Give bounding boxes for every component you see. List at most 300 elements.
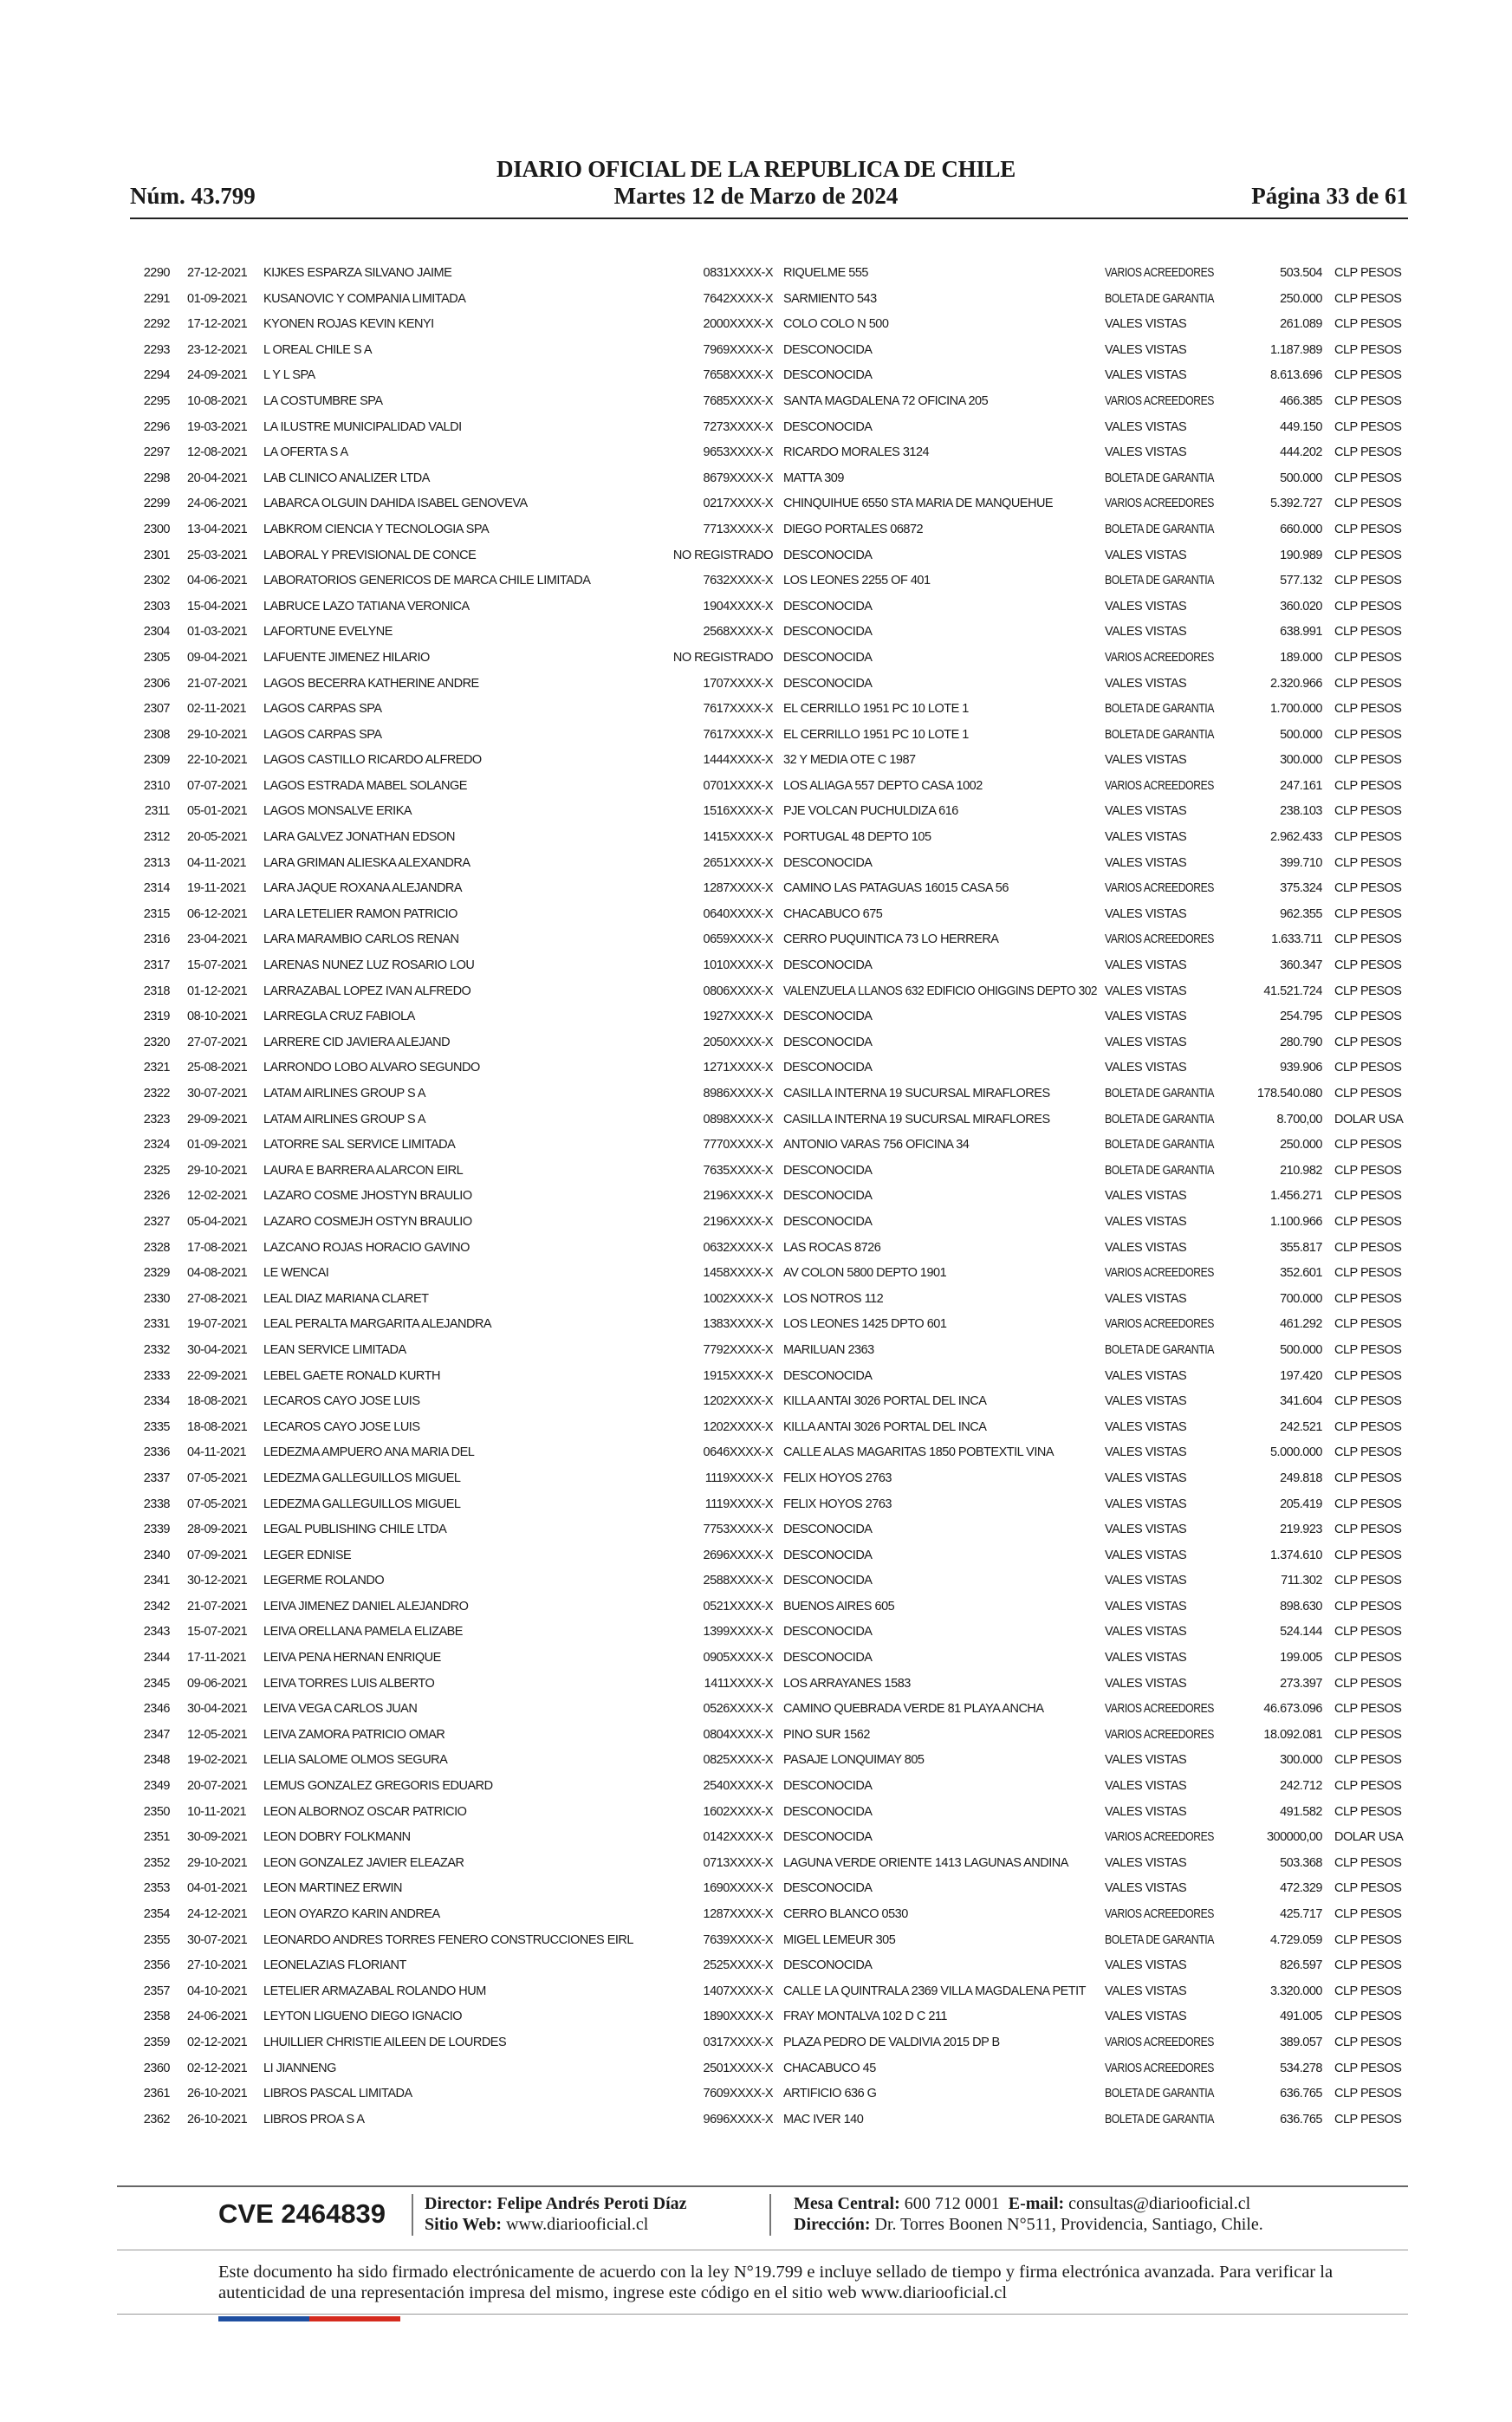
row-type: BOLETA DE GARANTIA	[1105, 2087, 1215, 2101]
row-rut: 0640XXXX-X	[703, 906, 773, 921]
row-amount: 300.000	[1280, 753, 1322, 768]
row-rut: 7792XXXX-X	[703, 1342, 773, 1357]
row-currency: CLP PESOS	[1334, 676, 1402, 691]
row-type: VALES VISTAS	[1105, 984, 1187, 998]
row-amount: 8.700,00	[1276, 1112, 1322, 1127]
row-type: BOLETA DE GARANTIA	[1105, 1163, 1215, 1178]
table-row	[0, 1672, 1512, 1698]
row-address: DESCONOCIDA	[783, 1061, 873, 1075]
row-amount: 4.729.059	[1269, 1932, 1322, 1947]
row-rut: 0659XXXX-X	[703, 932, 773, 947]
row-amount: 178.540.080	[1256, 1087, 1322, 1101]
row-rut: 1411XXXX-X	[704, 1676, 773, 1691]
row-name: LARREGLA CRUZ FABIOLA	[263, 1010, 415, 1024]
row-currency: CLP PESOS	[1334, 2087, 1402, 2101]
row-address: MARILUAN 2363	[783, 1342, 874, 1357]
table-row	[0, 1030, 1512, 1056]
row-type: VARIOS ACREEDORES	[1105, 497, 1214, 511]
row-address: DESCONOCIDA	[783, 1163, 873, 1178]
website-link[interactable]: www.diariooficial.cl	[506, 2215, 649, 2234]
row-type: BOLETA DE GARANTIA	[1105, 1138, 1215, 1153]
row-address: DESCONOCIDA	[783, 1214, 873, 1229]
table-row	[0, 748, 1512, 774]
row-type: VALES VISTAS	[1105, 1855, 1187, 1870]
row-amount: 449.150	[1280, 419, 1322, 434]
row-address: FRAY MONTALVA 102 D C 211	[783, 2010, 947, 2024]
row-rut: 1383XXXX-X	[703, 1317, 773, 1332]
row-rut: 2196XXXX-X	[703, 1214, 773, 1229]
row-rut: 2568XXXX-X	[703, 625, 773, 640]
row-date: 19-02-2021	[187, 1753, 248, 1768]
row-name: LEDEZMA AMPUERO ANA MARIA DEL	[263, 1445, 475, 1460]
row-name: LARRERE CID JAVIERA ALEJAND	[263, 1035, 451, 1049]
row-address: DESCONOCIDA	[783, 855, 873, 870]
row-currency: CLP PESOS	[1334, 1779, 1402, 1794]
row-currency: CLP PESOS	[1334, 2061, 1402, 2075]
row-number: 2341	[143, 1574, 170, 1588]
row-currency: CLP PESOS	[1334, 1291, 1402, 1306]
row-number: 2298	[143, 471, 170, 485]
row-currency: CLP PESOS	[1334, 881, 1402, 896]
row-address: DESCONOCIDA	[783, 342, 873, 357]
table-row	[0, 1415, 1512, 1441]
row-rut: 0142XXXX-X	[703, 1830, 773, 1845]
row-name: LEON DOBRY FOLKMANN	[263, 1830, 411, 1845]
row-address: MATTA 309	[783, 471, 844, 485]
row-name: LEGAL PUBLISHING CHILE LTDA	[263, 1523, 447, 1537]
row-amount: 534.278	[1280, 2061, 1322, 2075]
row-name: L Y L SPA	[263, 368, 315, 383]
row-name: LABORAL Y PREVISIONAL DE CONCE	[263, 548, 477, 562]
table-row	[0, 1774, 1512, 1800]
newspaper-title: DIARIO OFICIAL DE LA REPUBLICA DE CHILE	[496, 156, 1016, 182]
row-type: VALES VISTAS	[1105, 1779, 1187, 1794]
website-label: Sitio Web:	[425, 2215, 503, 2234]
row-name: LEAL DIAZ MARIANA CLARET	[263, 1291, 429, 1306]
row-type: VARIOS ACREEDORES	[1105, 2035, 1214, 2049]
row-rut: 7685XXXX-X	[703, 393, 773, 408]
row-name: LIBROS PASCAL LIMITADA	[263, 2087, 412, 2101]
row-type: VALES VISTAS	[1105, 1240, 1187, 1255]
row-rut: 7658XXXX-X	[703, 368, 773, 383]
row-amount: 1.187.989	[1269, 342, 1322, 357]
table-row	[0, 338, 1512, 364]
row-date: 02-12-2021	[187, 2035, 248, 2049]
row-amount: 1.374.610	[1269, 1548, 1322, 1562]
row-currency: CLP PESOS	[1334, 1984, 1402, 1998]
row-address: SANTA MAGDALENA 72 OFICINA 205	[783, 393, 989, 408]
row-currency: CLP PESOS	[1334, 1163, 1402, 1178]
row-date: 07-05-2021	[187, 1471, 248, 1485]
row-amount: 1.633.711	[1271, 932, 1322, 947]
row-address: DESCONOCIDA	[783, 1010, 873, 1024]
row-name: LA ILUSTRE MUNICIPALIDAD VALDI	[263, 419, 462, 434]
row-currency: CLP PESOS	[1334, 548, 1402, 562]
row-rut: 9653XXXX-X	[703, 445, 773, 460]
row-currency: CLP PESOS	[1334, 1804, 1402, 1819]
row-address: DESCONOCIDA	[783, 1625, 873, 1640]
row-name: LEON GONZALEZ JAVIER ELEAZAR	[263, 1855, 464, 1870]
row-number: 2310	[143, 778, 170, 793]
row-number: 2353	[143, 1881, 170, 1896]
row-currency: CLP PESOS	[1334, 599, 1402, 614]
table-row	[0, 723, 1512, 749]
row-currency: CLP PESOS	[1334, 1651, 1402, 1666]
row-address: PORTUGAL 48 DEPTO 105	[783, 830, 931, 845]
row-number: 2355	[143, 1932, 170, 1947]
row-date: 27-12-2021	[187, 266, 248, 280]
row-date: 15-04-2021	[187, 599, 248, 614]
row-number: 2314	[143, 881, 170, 896]
row-rut: 0806XXXX-X	[703, 984, 773, 998]
row-rut: 0898XXXX-X	[703, 1112, 773, 1127]
row-number: 2359	[143, 2035, 170, 2049]
row-currency: CLP PESOS	[1334, 1368, 1402, 1383]
table-row	[0, 1723, 1512, 1749]
row-date: 23-04-2021	[187, 932, 248, 947]
row-address: 32 Y MEDIA OTE C 1987	[783, 753, 916, 768]
row-type: VALES VISTAS	[1105, 368, 1187, 383]
row-amount: 360.347	[1280, 958, 1322, 973]
row-number: 2333	[143, 1368, 170, 1383]
row-currency: CLP PESOS	[1334, 266, 1402, 280]
row-address: DESCONOCIDA	[783, 548, 873, 562]
row-rut: 1287XXXX-X	[703, 881, 773, 896]
row-currency: CLP PESOS	[1334, 804, 1402, 819]
row-rut: 1602XXXX-X	[703, 1804, 773, 1819]
table-row	[0, 1184, 1512, 1210]
row-date: 07-07-2021	[187, 778, 248, 793]
row-rut: 9696XXXX-X	[703, 2112, 773, 2127]
row-currency: CLP PESOS	[1334, 1419, 1402, 1434]
row-rut: 2501XXXX-X	[703, 2061, 773, 2075]
row-name: KYONEN ROJAS KEVIN KENYI	[263, 317, 434, 332]
row-amount: 399.710	[1280, 855, 1322, 870]
table-row	[0, 1979, 1512, 2005]
row-amount: 491.582	[1280, 1804, 1322, 1819]
row-amount: 577.132	[1280, 574, 1322, 588]
table-row	[0, 543, 1512, 569]
row-address: LOS NOTROS 112	[783, 1291, 884, 1306]
row-type: VALES VISTAS	[1105, 1984, 1187, 1998]
row-amount: 638.991	[1280, 625, 1322, 640]
row-rut: 7632XXXX-X	[703, 574, 773, 588]
row-name: LEONARDO ANDRES TORRES FENERO CONSTRUCCIONES EIRL	[263, 1932, 633, 1947]
row-rut: 0317XXXX-X	[703, 2035, 773, 2049]
row-amount: 3.320.000	[1269, 1984, 1322, 1998]
table-row	[0, 1851, 1512, 1877]
row-date: 12-08-2021	[187, 445, 248, 460]
row-name: LEDEZMA GALLEGUILLOS MIGUEL	[263, 1471, 461, 1485]
row-date: 01-03-2021	[187, 625, 248, 640]
row-number: 2351	[143, 1830, 170, 1845]
row-type: VALES VISTAS	[1105, 1804, 1187, 1819]
row-currency: CLP PESOS	[1334, 1958, 1402, 1973]
row-type: BOLETA DE GARANTIA	[1105, 2112, 1215, 2127]
row-name: LEBEL GAETE RONALD KURTH	[263, 1368, 440, 1383]
row-date: 05-01-2021	[187, 804, 248, 819]
row-rut: 1690XXXX-X	[703, 1881, 773, 1896]
row-amount: 250.000	[1280, 1138, 1322, 1153]
row-amount: 1.456.271	[1269, 1189, 1322, 1204]
row-address: CALLE ALAS MAGARITAS 1850 POBTEXTIL VINA	[783, 1445, 1055, 1460]
row-currency: CLP PESOS	[1334, 1625, 1402, 1640]
row-number: 2338	[143, 1497, 170, 1511]
row-amount: 247.161	[1280, 778, 1322, 793]
row-currency: CLP PESOS	[1334, 1471, 1402, 1485]
row-name: LETELIER ARMAZABAL ROLANDO HUM	[263, 1984, 486, 1998]
row-currency: CLP PESOS	[1334, 702, 1402, 717]
row-name: LEIVA JIMENEZ DANIEL ALEJANDRO	[263, 1599, 469, 1614]
page-indicator: Página 33 de 61	[1251, 183, 1408, 209]
row-address: CHACABUCO 675	[783, 906, 883, 921]
row-name: LEONELAZIAS FLORIANT	[263, 1958, 406, 1973]
row-date: 25-08-2021	[187, 1061, 248, 1075]
row-date: 12-02-2021	[187, 1189, 248, 1204]
row-number: 2308	[143, 727, 170, 742]
row-type: BOLETA DE GARANTIA	[1105, 727, 1215, 742]
row-name: LABKROM CIENCIA Y TECNOLOGIA SPA	[263, 522, 490, 536]
contact-line	[794, 2194, 1250, 2214]
row-date: 22-09-2021	[187, 1368, 248, 1383]
row-address: DESCONOCIDA	[783, 625, 873, 640]
row-type: BOLETA DE GARANTIA	[1105, 574, 1215, 588]
row-currency: CLP PESOS	[1334, 958, 1402, 973]
row-type: BOLETA DE GARANTIA	[1105, 291, 1215, 306]
table-row	[0, 1928, 1512, 1954]
row-rut: 2651XXXX-X	[703, 855, 773, 870]
row-rut: 7642XXXX-X	[703, 291, 773, 306]
row-currency: CLP PESOS	[1334, 471, 1402, 485]
row-type: VALES VISTAS	[1105, 1881, 1187, 1896]
row-rut: 0825XXXX-X	[703, 1753, 773, 1768]
row-number: 2320	[143, 1035, 170, 1049]
row-type: VALES VISTAS	[1105, 419, 1187, 434]
row-currency: CLP PESOS	[1334, 1010, 1402, 1024]
table-row	[0, 1055, 1512, 1081]
row-date: 10-11-2021	[187, 1804, 247, 1819]
row-number: 2335	[143, 1419, 170, 1434]
row-currency: CLP PESOS	[1334, 1497, 1402, 1511]
row-name: LEIVA TORRES LUIS ALBERTO	[263, 1676, 435, 1691]
row-currency: CLP PESOS	[1334, 1035, 1402, 1049]
row-amount: 500.000	[1280, 471, 1322, 485]
row-address: LAGUNA VERDE ORIENTE 1413 LAGUNAS ANDINA	[783, 1855, 1068, 1870]
row-number: 2337	[143, 1471, 170, 1485]
row-rut: 1890XXXX-X	[703, 2010, 773, 2024]
row-name: LAZARO COSME JHOSTYN BRAULIO	[263, 1189, 472, 1204]
table-row	[0, 1800, 1512, 1826]
row-amount: 500.000	[1280, 1342, 1322, 1357]
row-currency: CLP PESOS	[1334, 522, 1402, 536]
row-amount: 826.597	[1280, 1958, 1322, 1973]
address-value: Dr. Torres Boonen N°511, Providencia, Santiago, Chile.	[874, 2215, 1263, 2234]
row-date: 20-04-2021	[187, 471, 248, 485]
row-amount: 1.700.000	[1269, 702, 1322, 717]
row-type: VALES VISTAS	[1105, 1625, 1187, 1640]
row-rut: 0217XXXX-X	[703, 497, 773, 511]
address-line	[794, 2215, 1263, 2235]
row-date: 06-12-2021	[187, 906, 248, 921]
row-date: 26-10-2021	[187, 2087, 248, 2101]
row-rut: 1202XXXX-X	[703, 1419, 773, 1434]
row-number: 2344	[143, 1651, 170, 1666]
row-name: LEON MARTINEZ ERWIN	[263, 1881, 402, 1896]
row-rut: 0831XXXX-X	[703, 266, 773, 280]
row-type: VALES VISTAS	[1105, 1676, 1187, 1691]
table-row	[0, 825, 1512, 851]
row-address: VALENZUELA LLANOS 632 EDIFICIO OHIGGINS DEPTO 302	[783, 984, 1098, 998]
row-name: LA OFERTA S A	[263, 445, 348, 460]
table-row	[0, 1825, 1512, 1851]
row-name: LATAM AIRLINES GROUP S A	[263, 1112, 426, 1127]
row-amount: 5.000.000	[1269, 1445, 1322, 1460]
row-date: 02-12-2021	[187, 2061, 248, 2075]
flag-stripe-red	[309, 2316, 400, 2321]
row-type: VARIOS ACREEDORES	[1105, 266, 1214, 280]
row-date: 30-12-2021	[187, 1574, 248, 1588]
row-currency: CLP PESOS	[1334, 342, 1402, 357]
row-name: LEGER EDNISE	[263, 1548, 352, 1562]
row-name: LARA GRIMAN ALIESKA ALEXANDRA	[263, 855, 470, 870]
row-date: 15-07-2021	[187, 958, 248, 973]
table-row	[0, 1338, 1512, 1364]
row-number: 2346	[143, 1702, 170, 1717]
row-address: PINO SUR 1562	[783, 1727, 870, 1742]
row-name: LARRAZABAL LOPEZ IVAN ALFREDO	[263, 984, 471, 998]
row-currency: CLP PESOS	[1334, 932, 1402, 947]
row-type: VALES VISTAS	[1105, 1368, 1187, 1383]
email-link[interactable]: consultas@diariooficial.cl	[1068, 2194, 1251, 2213]
row-amount: 355.817	[1280, 1240, 1322, 1255]
row-date: 01-09-2021	[187, 291, 248, 306]
row-number: 2312	[143, 830, 170, 845]
row-address: LAS ROCAS 8726	[783, 1240, 881, 1255]
row-number: 2354	[143, 1907, 170, 1921]
row-currency: CLP PESOS	[1334, 1523, 1402, 1537]
row-currency: CLP PESOS	[1334, 1702, 1402, 1717]
table-row	[0, 287, 1512, 313]
row-amount: 242.521	[1280, 1419, 1322, 1434]
row-name: LEIVA ZAMORA PATRICIO OMAR	[263, 1727, 445, 1742]
row-name: LARRONDO LOBO ALVARO SEGUNDO	[263, 1061, 480, 1075]
row-type: VALES VISTAS	[1105, 1471, 1187, 1485]
row-address: DESCONOCIDA	[783, 419, 873, 434]
row-currency: CLP PESOS	[1334, 1342, 1402, 1357]
table-row	[0, 261, 1512, 287]
row-currency: CLP PESOS	[1334, 1574, 1402, 1588]
row-currency: DOLAR USA	[1334, 1830, 1404, 1845]
row-address: AV COLON 5800 DEPTO 1901	[783, 1266, 947, 1281]
row-address: DESCONOCIDA	[783, 1035, 873, 1049]
row-currency: CLP PESOS	[1334, 625, 1402, 640]
row-name: LARA GALVEZ JONATHAN EDSON	[263, 830, 455, 845]
row-type: VALES VISTAS	[1105, 1958, 1187, 1973]
row-amount: 2.962.433	[1269, 830, 1322, 845]
row-address: EL CERRILLO 1951 PC 10 LOTE 1	[783, 727, 969, 742]
row-number: 2315	[143, 906, 170, 921]
row-name: LEIVA VEGA CARLOS JUAN	[263, 1702, 418, 1717]
row-name: LECAROS CAYO JOSE LUIS	[263, 1394, 420, 1409]
row-name: LEAN SERVICE LIMITADA	[263, 1342, 406, 1357]
row-amount: 254.795	[1280, 1010, 1322, 1024]
table-row	[0, 1210, 1512, 1236]
row-date: 20-05-2021	[187, 830, 248, 845]
header-divider	[130, 218, 1408, 219]
row-address: KILLA ANTAI 3026 PORTAL DEL INCA	[783, 1419, 987, 1434]
table-row	[0, 1876, 1512, 1902]
row-date: 04-11-2021	[187, 855, 247, 870]
row-number: 2317	[143, 958, 170, 973]
row-currency: CLP PESOS	[1334, 1855, 1402, 1870]
row-amount: 660.000	[1280, 522, 1322, 536]
row-currency: CLP PESOS	[1334, 1932, 1402, 1947]
row-rut: 0701XXXX-X	[703, 778, 773, 793]
row-currency: CLP PESOS	[1334, 291, 1402, 306]
row-number: 2345	[143, 1676, 170, 1691]
row-number: 2319	[143, 1010, 170, 1024]
row-number: 2357	[143, 1984, 170, 1998]
row-type: BOLETA DE GARANTIA	[1105, 702, 1215, 717]
table-row	[0, 440, 1512, 466]
row-currency: CLP PESOS	[1334, 778, 1402, 793]
row-address: DESCONOCIDA	[783, 958, 873, 973]
row-number: 2302	[143, 574, 170, 588]
row-date: 24-06-2021	[187, 2010, 248, 2024]
row-amount: 524.144	[1280, 1625, 1322, 1640]
row-address: BUENOS AIRES 605	[783, 1599, 895, 1614]
row-type: VALES VISTAS	[1105, 958, 1187, 973]
row-amount: 503.504	[1280, 266, 1322, 280]
row-date: 29-10-2021	[187, 727, 248, 742]
row-name: L OREAL CHILE S A	[263, 342, 373, 357]
row-address: DESCONOCIDA	[783, 1523, 873, 1537]
row-name: LAGOS CARPAS SPA	[263, 727, 382, 742]
row-number: 2301	[143, 548, 170, 562]
row-address: EL CERRILLO 1951 PC 10 LOTE 1	[783, 702, 969, 717]
row-rut: 2196XXXX-X	[703, 1189, 773, 1204]
table-row	[0, 1440, 1512, 1466]
row-number: 2294	[143, 368, 170, 383]
row-number: 2348	[143, 1753, 170, 1768]
row-type: VALES VISTAS	[1105, 1548, 1187, 1562]
row-currency: CLP PESOS	[1334, 497, 1402, 511]
row-name: LATAM AIRLINES GROUP S A	[263, 1087, 426, 1101]
row-type: VARIOS ACREEDORES	[1105, 1317, 1214, 1332]
table-row	[0, 1389, 1512, 1415]
row-rut: NO REGISTRADO	[672, 548, 773, 562]
row-address: DESCONOCIDA	[783, 1779, 873, 1794]
row-address: MIGEL LEMEUR 305	[783, 1932, 896, 1947]
row-currency: CLP PESOS	[1334, 1676, 1402, 1691]
row-name: LEON OYARZO KARIN ANDREA	[263, 1907, 440, 1921]
table-row	[0, 646, 1512, 672]
row-type: VARIOS ACREEDORES	[1105, 2061, 1214, 2075]
row-date: 17-12-2021	[187, 317, 248, 332]
row-name: LATORRE SAL SERVICE LIMITADA	[263, 1138, 456, 1153]
row-date: 04-01-2021	[187, 1881, 248, 1896]
row-type: VALES VISTAS	[1105, 1599, 1187, 1614]
row-currency: CLP PESOS	[1334, 317, 1402, 332]
row-amount: 491.005	[1280, 2010, 1322, 2024]
row-date: 23-12-2021	[187, 342, 248, 357]
row-amount: 444.202	[1280, 445, 1322, 460]
row-rut: 0905XXXX-X	[703, 1651, 773, 1666]
row-number: 2292	[143, 317, 170, 332]
row-name: LEIVA ORELLANA PAMELA ELIZABE	[263, 1625, 463, 1640]
row-type: VALES VISTAS	[1105, 1035, 1187, 1049]
table-row	[0, 594, 1512, 620]
